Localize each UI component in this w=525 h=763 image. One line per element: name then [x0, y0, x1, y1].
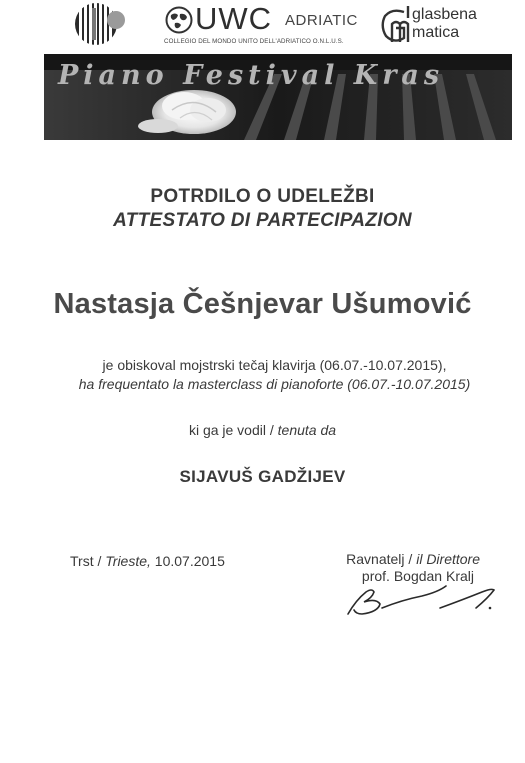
gm-line2: matica: [412, 24, 460, 41]
uwc-wordmark: UWC: [195, 1, 273, 36]
certificate-title-it: ATTESTATO DI PARTECIPAZION: [113, 210, 412, 231]
director-role: [346, 551, 480, 567]
director-role-sl: Ravnatelj /: [346, 551, 413, 567]
led-by-it: tenuta da: [277, 422, 337, 438]
uwc-subtitle: COLLEGIO DEL MONDO UNITO DELL'ADRIATICO O.N.L.U.S.: [164, 38, 344, 45]
place-sl: Trst /: [70, 553, 102, 569]
place-it: Trieste,: [105, 553, 151, 569]
director-name: prof. Bogdan Kralj: [361, 568, 474, 584]
place-date: [70, 553, 225, 569]
handwritten-signature: [342, 578, 502, 618]
body-text-it: ha frequentato la masterclass di pianoforte (06.07.-10.07.2015): [78, 376, 471, 392]
certificate-title-sl: POTRDILO O UDELEŽBI: [150, 186, 375, 207]
piano-keys-logo: [70, 2, 126, 46]
glasbena-matica-logo: [378, 4, 508, 48]
gm-monogram-icon: [378, 4, 414, 46]
led-by-line: [0, 422, 525, 438]
issue-date: 10.07.2015: [154, 553, 225, 569]
led-by-sl: ki ga je vodil /: [188, 422, 274, 438]
uwc-logo: [163, 1, 358, 49]
recipient-name: Nastasja Češnjevar Ušumović: [53, 288, 472, 320]
body-text-sl: je obiskoval mojstrski tečaj klavirja (06.07.-10.07.2015),: [102, 357, 447, 373]
globe-icon: [165, 6, 193, 34]
gm-line1: glasbena: [412, 6, 477, 23]
director-role-it: il Direttore: [416, 551, 480, 567]
teacher-name: SIJAVUŠ GADŽIJEV: [179, 467, 346, 486]
uwc-region: ADRIATIC: [285, 12, 358, 29]
banner-title: Piano Festival Kras: [58, 60, 445, 91]
